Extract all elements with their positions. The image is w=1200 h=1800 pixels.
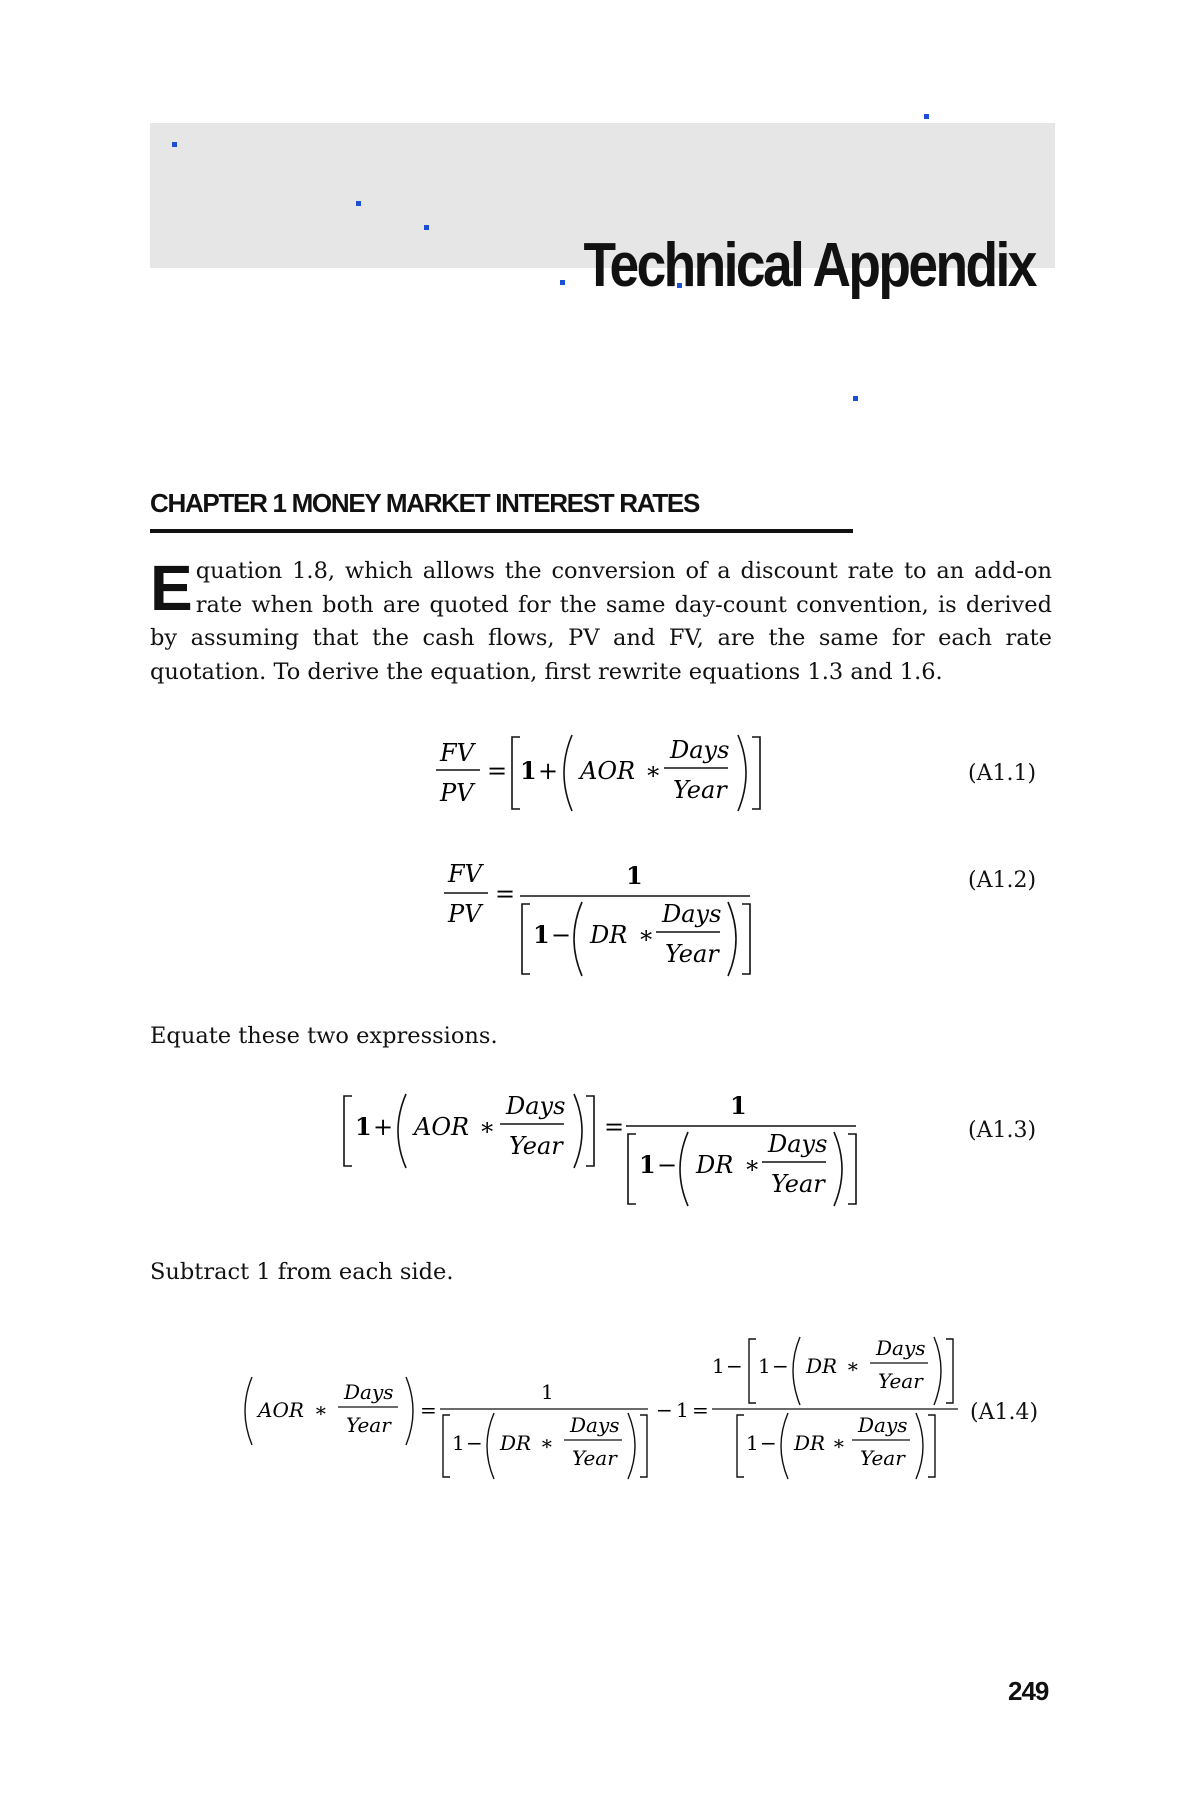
eq-equals: = (495, 880, 516, 908)
eq-pv: PV (440, 779, 474, 807)
eq-dr: DR (500, 1431, 532, 1455)
eq-year: Year (346, 1413, 391, 1437)
eq-equals: = (420, 1398, 437, 1422)
eq-aor: AOR (414, 1113, 470, 1141)
artifact-dot (424, 225, 429, 230)
eq-minus: − (657, 1151, 678, 1179)
eq-days: Days (876, 1336, 926, 1360)
equation-a1-4 (0, 1325, 1200, 1485)
eq-times: ∗ (832, 1431, 846, 1455)
eq-year: Year (771, 1170, 825, 1198)
equation-number: (A1.4) (970, 1400, 1039, 1425)
eq-year: Year (673, 776, 727, 804)
artifact-dot (853, 396, 858, 401)
eq-one: 1 (533, 920, 550, 949)
eq-year: Year (860, 1446, 905, 1470)
eq-times: ∗ (540, 1431, 554, 1455)
eq-minus: − (772, 1354, 789, 1378)
eq-days: Days (670, 736, 730, 764)
eq-one: 1 (639, 1150, 656, 1179)
eq-year: Year (509, 1132, 563, 1160)
paragraph-subtract: Subtract 1 from each side. (150, 1259, 454, 1285)
eq-one: 1 (758, 1354, 771, 1378)
eq-aor: AOR (580, 757, 636, 785)
eq-minus: − (760, 1431, 777, 1455)
eq-times: ∗ (744, 1151, 761, 1179)
equation-number: (A1.1) (968, 761, 1037, 786)
equation-number: (A1.3) (968, 1118, 1037, 1143)
eq-equals: = (487, 757, 508, 785)
artifact-dot (924, 114, 929, 119)
eq-days: Days (662, 900, 722, 928)
eq-one: 1 (626, 861, 643, 890)
eq-times: ∗ (645, 757, 662, 785)
eq-pv: PV (448, 900, 482, 928)
paragraph-equate: Equate these two expressions. (150, 1023, 498, 1049)
artifact-dot (560, 280, 565, 285)
eq-dr: DR (806, 1354, 838, 1378)
eq-one: 1 (520, 756, 537, 785)
eq-one: 1 (541, 1380, 554, 1404)
eq-minus: − (726, 1354, 743, 1378)
eq-one: 1 (676, 1398, 689, 1422)
eq-times: ∗ (314, 1398, 328, 1422)
eq-one: 1 (746, 1431, 759, 1455)
page-title: Technical Appendix (583, 231, 1035, 300)
eq-days: Days (768, 1130, 828, 1158)
eq-dr: DR (590, 921, 628, 949)
eq-one: 1 (355, 1112, 372, 1141)
section-heading: CHAPTER 1 MONEY MARKET INTEREST RATES (150, 488, 853, 533)
eq-times: ∗ (479, 1113, 496, 1141)
artifact-dot (172, 142, 177, 147)
eq-times: ∗ (638, 921, 655, 949)
eq-equals: = (604, 1113, 625, 1141)
eq-minus: − (551, 921, 572, 949)
equation-number: (A1.2) (968, 868, 1037, 893)
eq-year: Year (572, 1446, 617, 1470)
eq-dr: DR (696, 1151, 734, 1179)
eq-one: 1 (730, 1091, 747, 1120)
drop-cap: E (150, 552, 193, 624)
eq-fv: FV (448, 860, 482, 888)
eq-aor: AOR (258, 1398, 304, 1422)
eq-plus: + (373, 1113, 394, 1141)
eq-one: 1 (712, 1354, 725, 1378)
paragraph-intro (150, 552, 1052, 689)
artifact-dot (356, 201, 361, 206)
eq-days: Days (570, 1413, 620, 1437)
eq-minus: − (656, 1398, 673, 1422)
eq-minus: − (466, 1431, 483, 1455)
eq-times: ∗ (846, 1354, 860, 1378)
eq-year: Year (665, 940, 719, 968)
eq-days: Days (344, 1380, 394, 1404)
page-number: 249 (1008, 1676, 1049, 1706)
eq-dr: DR (794, 1431, 826, 1455)
eq-days: Days (506, 1092, 566, 1120)
eq-equals: = (692, 1398, 709, 1422)
eq-one: 1 (452, 1431, 465, 1455)
equation-a1-3 (0, 1090, 1200, 1250)
equation-a1-2 (0, 852, 1200, 1012)
paragraph-intro-text: quation 1.8, which allows the conversion of a discount rate to an add-on rate when both are quoted for the same day-count convention, is derived by assuming that the cash flows, PV and FV, are the same for each rate quotation. To derive the equation, first rewrite equations 1.3 and 1.6. (150, 558, 1052, 685)
eq-plus: + (538, 757, 559, 785)
eq-fv: FV (440, 739, 474, 767)
eq-days: Days (858, 1413, 908, 1437)
equation-a1-1 (0, 725, 1200, 885)
eq-year: Year (878, 1369, 923, 1393)
